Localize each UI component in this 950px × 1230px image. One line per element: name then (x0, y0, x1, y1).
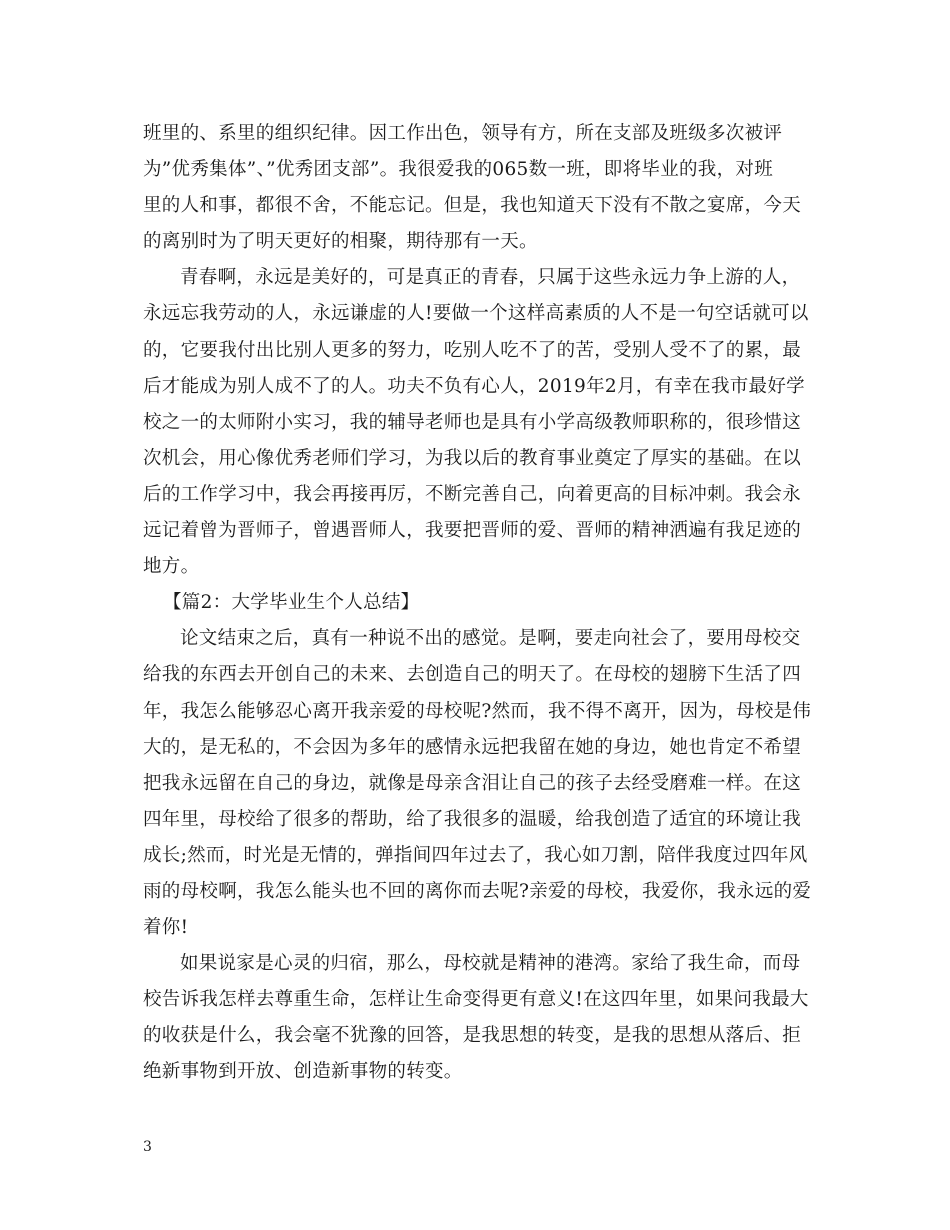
section-heading: 【篇2：大学毕业生个人总结】 (163, 592, 420, 614)
text-line: 远记着曾为晋师子，曾遇晋师人，我要把晋师的爱、晋师的精神洒遍有我足迹的 (143, 520, 802, 542)
paragraph-first-line: 论文结束之后，真有一种说不出的感觉。是啊，要走向社会了，要用母校交 (180, 628, 801, 650)
text-line: 绝新事物到开放、创造新事物的转变。 (143, 1061, 463, 1083)
text-line: 给我的东西去开创自己的未来、去创造自己的明天了。在母校的翅膀下生活了四 (143, 664, 802, 686)
text-line: 雨的母校啊，我怎么能头也不回的离你而去呢?亲爱的母校，我爱你，我永远的爱 (143, 880, 812, 902)
document-body (143, 116, 811, 1091)
text-line: 成长;然而，时光是无情的，弹指间四年过去了，我心如刀割，陪伴我度过四年风 (143, 844, 808, 866)
page-number: 3 (143, 1139, 152, 1155)
text-line: 校告诉我怎样去尊重生命，怎样让生命变得更有意义!在这四年里，如果问我最大 (143, 989, 809, 1011)
text-line: 校之一的太师附小实习，我的辅导老师也是具有小学高级教师职称的，很珍惜这 (143, 411, 802, 433)
text-line: 班里的、系里的组织纪律。因工作出色，领导有方，所在支部及班级多次被评 (143, 123, 783, 144)
text-line: 永远忘我劳动的人，永远谦虚的人!要做一个这样高素质的人不是一句空话就可以 (143, 303, 809, 325)
text-line: 的收获是什么，我会毫不犹豫的回答，是我思想的转变，是我的思想从落后、拒 (143, 1025, 802, 1047)
paragraph-first-line: 青春啊，永远是美好的，可是真正的青春，只属于这些永远力争上游的人， (180, 267, 801, 289)
text-line: 为”优秀集体”、”优秀团支部”。我很爱我的065数一班，即将毕业的我，对班 (143, 159, 773, 181)
paragraph-first-line: 如果说家是心灵的归宿，那么，母校就是精神的港湾。家给了我生命，而母 (180, 953, 801, 975)
text-line: 大的，是无私的，不会因为多年的感情永远把我留在她的身边，她也肯定不希望 (143, 736, 802, 758)
text-line: 的离别时为了明天更好的相聚，期待那有一天。 (143, 231, 538, 253)
text-line: 着你! (143, 917, 189, 939)
text-line: 后的工作学习中，我会再接再厉，不断完善自己，向着更高的目标冲刺。我会永 (143, 483, 802, 505)
text-line: 的，它要我付出比别人更多的努力，吃别人吃不了的苦，受别人受不了的累，最 (143, 339, 802, 361)
text-line: 后才能成为别人成不了的人。功夫不负有心人，2019年2月，有幸在我市最好学 (143, 375, 805, 397)
text-line: 年，我怎么能够忍心离开我亲爱的母校呢?然而，我不得不离开，因为，母校是伟 (143, 700, 812, 722)
text-line: 里的人和事，都很不舍，不能忘记。但是，我也知道天下没有不散之宴席，今天 (143, 195, 802, 217)
text-line: 地方。 (143, 556, 200, 578)
text-line: 四年里，母校给了很多的帮助，给了我很多的温暖，给我创造了适宜的环境让我 (143, 808, 802, 830)
text-line: 把我永远留在自己的身边，就像是母亲含泪让自己的孩子去经受磨难一样。在这 (143, 772, 802, 794)
text-line: 次机会，用心像优秀老师们学习，为我以后的教育事业奠定了厚实的基础。在以 (143, 447, 802, 469)
